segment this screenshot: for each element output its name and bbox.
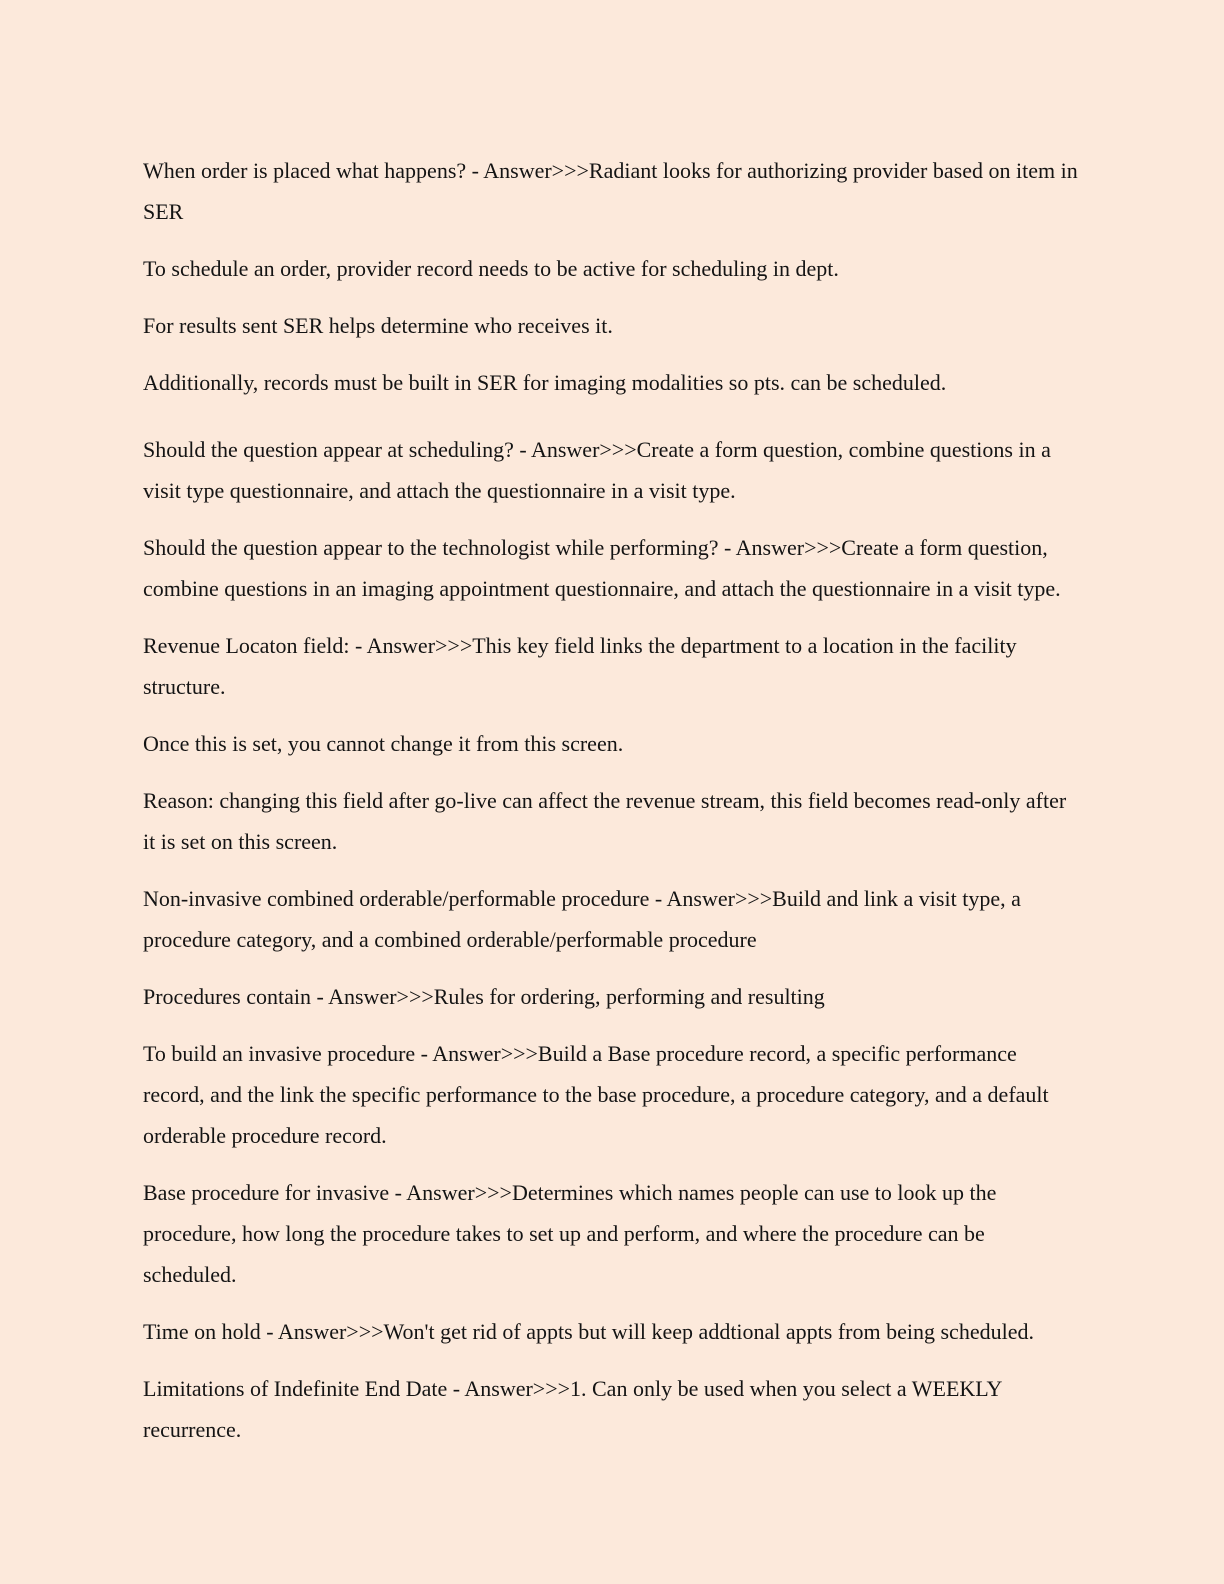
- qa-paragraph-revenue-location: Revenue Locaton field: - Answer>>>This key field links the department to a location in the facility structure.: [143, 633, 1017, 699]
- note-paragraph-reason: Reason: changing this field after go-live can affect the revenue stream, this field becomes read-only after it is set on this screen.: [143, 788, 1067, 854]
- qa-paragraph-non-invasive: Non-invasive combined orderable/performable procedure - Answer>>>Build and link a visit type, a procedure category, and a combined orderable/performable procedure: [143, 886, 1021, 952]
- note-paragraph-results-sent: For results sent SER helps determine who receives it.: [143, 313, 613, 338]
- qa-paragraph-indefinite-end-date: Limitations of Indefinite End Date - Answer>>>1. Can only be used when you select a WEEKLY recurrence.: [143, 1376, 1002, 1442]
- note-paragraph-cannot-change: Once this is set, you cannot change it from this screen.: [143, 731, 624, 756]
- qa-paragraph-invasive-procedure: To build an invasive procedure - Answer>>>Build a Base procedure record, a specific performance record, and the link the specific performance to the base procedure, a procedure category, and a default orderable procedure record.: [143, 1041, 1049, 1148]
- qa-paragraph-question-technologist: Should the question appear to the technologist while performing? - Answer>>>Create a form question, combine questions in an imaging appointment questionnaire, and attach the questionnaire in a visit type.: [143, 535, 1061, 601]
- qa-paragraph-question-scheduling: Should the question appear at scheduling? - Answer>>>Create a form question, combine questions in a visit type questionnaire, and attach the questionnaire in a visit type.: [143, 437, 1051, 503]
- qa-paragraph-procedures-contain: Procedures contain - Answer>>>Rules for ordering, performing and resulting: [143, 984, 825, 1009]
- qa-paragraph-base-procedure: Base procedure for invasive - Answer>>>Determines which names people can use to look up the procedure, how long the procedure takes to set up and perform, and where the procedure can be scheduled.: [143, 1180, 997, 1287]
- qa-paragraph-time-on-hold: Time on hold - Answer>>>Won't get rid of appts but will keep addtional appts from being scheduled.: [143, 1319, 1034, 1344]
- qa-paragraph-order-placed: When order is placed what happens? - Answer>>>Radiant looks for authorizing provider based on item in SER: [143, 158, 1078, 224]
- document-page: [143, 150, 1078, 1466]
- note-paragraph-imaging-modalities: Additionally, records must be built in SER for imaging modalities so pts. can be scheduled.: [143, 370, 947, 395]
- note-paragraph-schedule-order: To schedule an order, provider record needs to be active for scheduling in dept.: [143, 256, 839, 281]
